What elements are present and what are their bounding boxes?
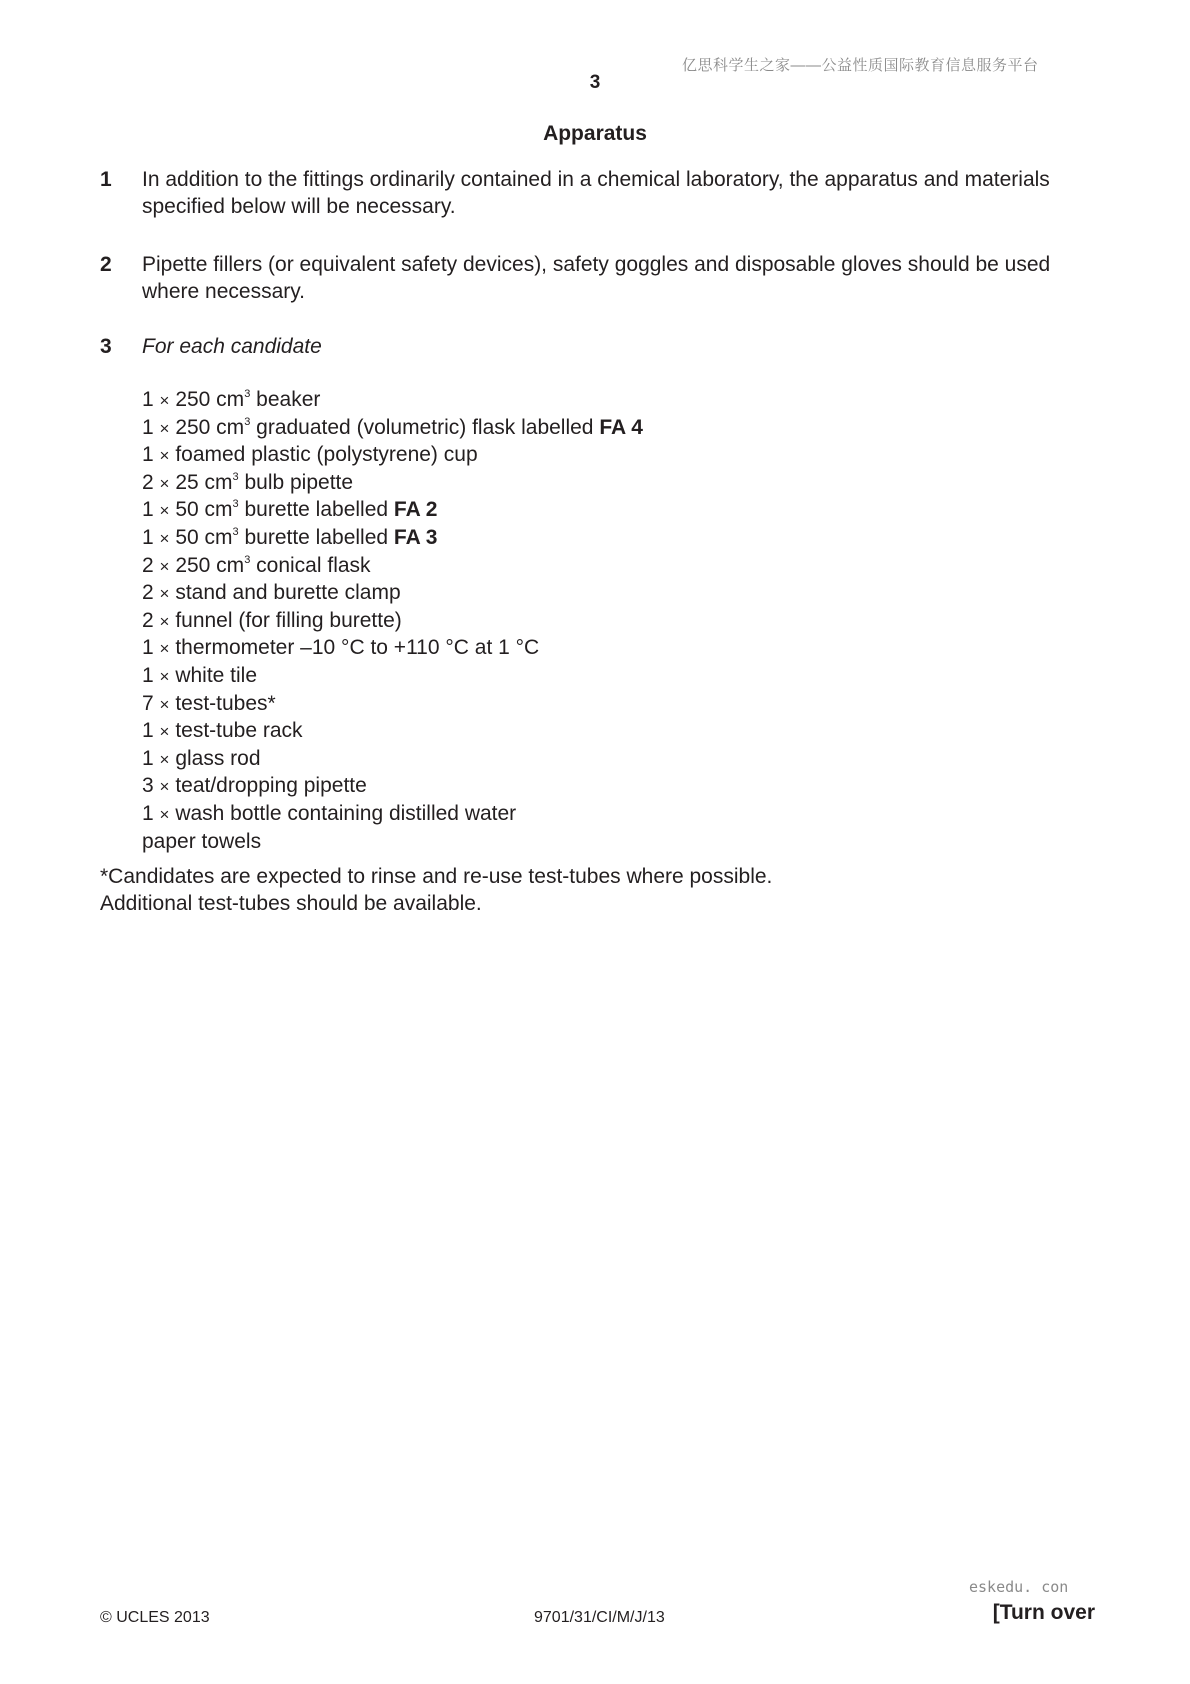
item-quantity: 7 (142, 691, 154, 715)
footnote (100, 864, 772, 917)
item-quantity: 1 (142, 801, 154, 825)
item-description: wash bottle containing distilled water (175, 801, 517, 825)
list-item (142, 691, 643, 719)
item-quantity: 2 (142, 470, 154, 494)
item-label: FA 4 (599, 415, 643, 439)
list-item (142, 525, 643, 553)
list-item (142, 387, 643, 415)
item-quantity: 1 (142, 415, 154, 439)
list-item: paper towels (142, 829, 262, 853)
paragraph-number: 1 (100, 168, 112, 191)
times-symbol: × (159, 584, 170, 604)
times-symbol: × (159, 777, 170, 797)
item-quantity: 1 (142, 636, 154, 660)
footnote-line: Additional test-tubes should be available. (100, 891, 482, 915)
paragraph-3 (100, 334, 1100, 362)
times-symbol: × (159, 804, 170, 824)
item-volume: 250 cm (175, 415, 245, 439)
item-description: glass rod (175, 746, 261, 770)
watermark-bottom: eskedu. con (969, 1578, 1069, 1596)
list-item (142, 663, 643, 691)
list-item (142, 580, 643, 608)
list-item (142, 415, 643, 443)
item-quantity: 1 (142, 498, 154, 522)
page-number: 3 (589, 72, 601, 93)
item-quantity: 2 (142, 608, 154, 632)
item-description: bulb pipette (244, 470, 354, 494)
list-item (142, 553, 643, 581)
times-symbol: × (159, 666, 170, 686)
list-item (142, 801, 643, 829)
list-item (142, 635, 643, 663)
cube-exponent: 3 (244, 415, 251, 428)
times-symbol: × (159, 528, 170, 548)
paragraph-number: 3 (100, 335, 112, 358)
item-description: burette labelled (244, 525, 389, 549)
times-symbol: × (159, 501, 170, 521)
item-description: funnel (for filling burette) (175, 608, 402, 632)
apparatus-list (142, 387, 643, 855)
item-quantity: 1 (142, 746, 154, 770)
item-description: conical flask (256, 553, 371, 577)
times-symbol: × (159, 418, 170, 438)
times-symbol: × (159, 446, 170, 466)
times-symbol: × (159, 473, 170, 493)
item-quantity: 1 (142, 663, 154, 687)
item-quantity: 1 (142, 443, 154, 467)
list-item (142, 718, 643, 746)
times-symbol: × (159, 391, 170, 410)
times-symbol: × (159, 639, 170, 659)
copyright: © UCLES 2013 (100, 1609, 210, 1626)
item-volume: 50 cm (175, 498, 233, 522)
times-symbol: × (159, 749, 170, 769)
item-description: teat/dropping pipette (175, 774, 367, 798)
item-quantity: 2 (142, 553, 154, 577)
item-quantity: 1 (142, 388, 154, 411)
item-volume: 50 cm (175, 525, 233, 549)
item-volume: 250 cm (175, 553, 245, 577)
item-quantity: 3 (142, 774, 154, 798)
paragraph-text: In addition to the fittings ordinarily contained in a chemical laboratory, the apparatus and materials specified below will be necessary. (142, 168, 1050, 218)
list-item (142, 442, 643, 470)
item-description: beaker (256, 388, 321, 411)
item-description: graduated (volumetric) flask labelled (256, 415, 594, 439)
cube-exponent: 3 (244, 388, 251, 400)
list-item (142, 470, 643, 498)
item-quantity: 2 (142, 581, 154, 605)
paragraph-number: 2 (100, 253, 112, 276)
times-symbol: × (159, 694, 170, 714)
cube-exponent: 3 (232, 525, 239, 538)
item-description: foamed plastic (polystyrene) cup (175, 443, 478, 467)
cube-exponent: 3 (232, 470, 239, 483)
item-label: FA 2 (393, 498, 438, 522)
item-description: white tile (175, 663, 258, 687)
paragraph-text: Pipette fillers (or equivalent safety devices), safety goggles and disposable gloves should be used where necessary. (142, 253, 1051, 303)
item-label: FA 3 (393, 525, 438, 549)
times-symbol: × (159, 556, 170, 576)
paragraph-1 (100, 167, 1100, 221)
turn-over: [Turn over (992, 1601, 1095, 1624)
paragraph-text: For each candidate (142, 335, 322, 358)
item-description: thermometer –10 °C to +110 °C at 1 °C (175, 636, 540, 660)
item-description: burette labelled (244, 498, 389, 522)
times-symbol: × (159, 611, 170, 631)
times-symbol: × (159, 722, 170, 742)
section-heading: Apparatus (543, 122, 647, 145)
document-code: 9701/31/CI/M/J/13 (534, 1609, 665, 1626)
watermark-text: 亿思科学生之家——公益性质国际教育信息服务平台 (682, 57, 1039, 74)
list-item (142, 773, 643, 801)
item-volume: 25 cm (175, 470, 233, 494)
item-volume: 250 cm (175, 388, 245, 411)
item-description: test-tube rack (175, 719, 303, 743)
item-quantity: 1 (142, 525, 154, 549)
cube-exponent: 3 (232, 498, 239, 511)
list-item (142, 746, 643, 774)
item-quantity: 1 (142, 719, 154, 743)
list-item (142, 497, 643, 525)
item-description: stand and burette clamp (175, 581, 401, 605)
list-item (142, 608, 643, 636)
item-description: test-tubes* (175, 691, 276, 715)
footnote-line: *Candidates are expected to rinse and re-use test-tubes where possible. (100, 865, 773, 888)
paragraph-2 (100, 252, 1100, 306)
cube-exponent: 3 (244, 553, 251, 566)
